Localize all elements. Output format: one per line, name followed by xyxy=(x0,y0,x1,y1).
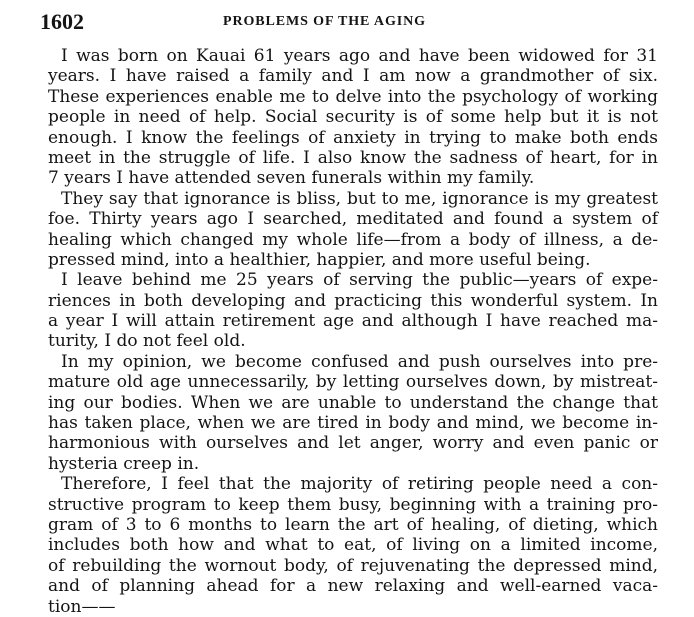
paragraph xyxy=(48,46,658,189)
text-line: In my opinion, we become confused and push ourselves into pre- xyxy=(61,351,658,372)
text-line: meet in the struggle of life. I also know the sadness of heart, for in xyxy=(48,147,658,168)
text-line: structive program to keep them busy, beginning with a training pro- xyxy=(48,494,658,515)
text-line: of rebuilding the wornout body, of rejuvenating the depressed mind, xyxy=(48,555,658,576)
text-line: gram of 3 to 6 months to learn the art of healing, of dieting, which xyxy=(48,514,658,535)
body-text xyxy=(48,46,658,617)
text-line: These experiences enable me to delve into the psychology of working xyxy=(48,86,658,107)
text-line: harmonious with ourselves and let anger, worry and even panic or xyxy=(48,433,658,454)
text-line: Therefore, I feel that the majority of retiring people need a con- xyxy=(61,474,658,495)
text-line: foe. Thirty years ago I searched, meditated and found a system of xyxy=(48,209,658,230)
running-head: PROBLEMS OF THE AGING xyxy=(223,14,426,29)
paragraph xyxy=(48,474,658,617)
page-number: 1602 xyxy=(40,9,84,34)
text-line: I was born on Kauai 61 years ago and have been widowed for 31 xyxy=(61,46,658,66)
text-line: includes both how and what to eat, of living on a limited income, xyxy=(48,535,658,556)
paragraph xyxy=(48,189,658,271)
text-line: turity, I do not feel old. xyxy=(48,331,246,352)
text-line: They say that ignorance is bliss, but to me, ignorance is my greatest xyxy=(61,188,658,209)
text-line: people in need of help. Social security is of some help but it is not xyxy=(48,107,658,128)
text-line: and of planning ahead for a new relaxing and well-earned vaca- xyxy=(48,576,658,597)
text-line: riences in both developing and practicing this wonderful system. In xyxy=(48,290,658,311)
text-line: pressed mind, into a healthier, happier, and more useful being. xyxy=(48,249,591,270)
text-line: tion—— xyxy=(48,596,116,617)
text-line: hysteria creep in. xyxy=(48,453,200,474)
text-line: enough. I know the feelings of anxiety in trying to make both ends xyxy=(48,127,658,148)
text-line: 7 years I have attended seven funerals within my family. xyxy=(48,168,535,189)
text-line: a year I will attain retirement age and although I have reached ma- xyxy=(48,311,658,332)
paragraph xyxy=(48,352,658,474)
text-line: mature old age unnecessarily, by letting ourselves down, by mistreat- xyxy=(48,372,658,393)
text-line: I leave behind me 25 years of serving the public—years of expe- xyxy=(61,270,658,291)
text-line: has taken place, when we are tired in body and mind, we become in- xyxy=(48,413,658,434)
page-header xyxy=(40,10,654,34)
text-line: years. I have raised a family and I am now a grandmother of six. xyxy=(48,66,658,87)
text-line: healing which changed my whole life—from a body of illness, a de- xyxy=(48,229,658,250)
text-line: ing our bodies. When we are unable to understand the change that xyxy=(48,392,658,413)
paragraph xyxy=(48,270,658,352)
